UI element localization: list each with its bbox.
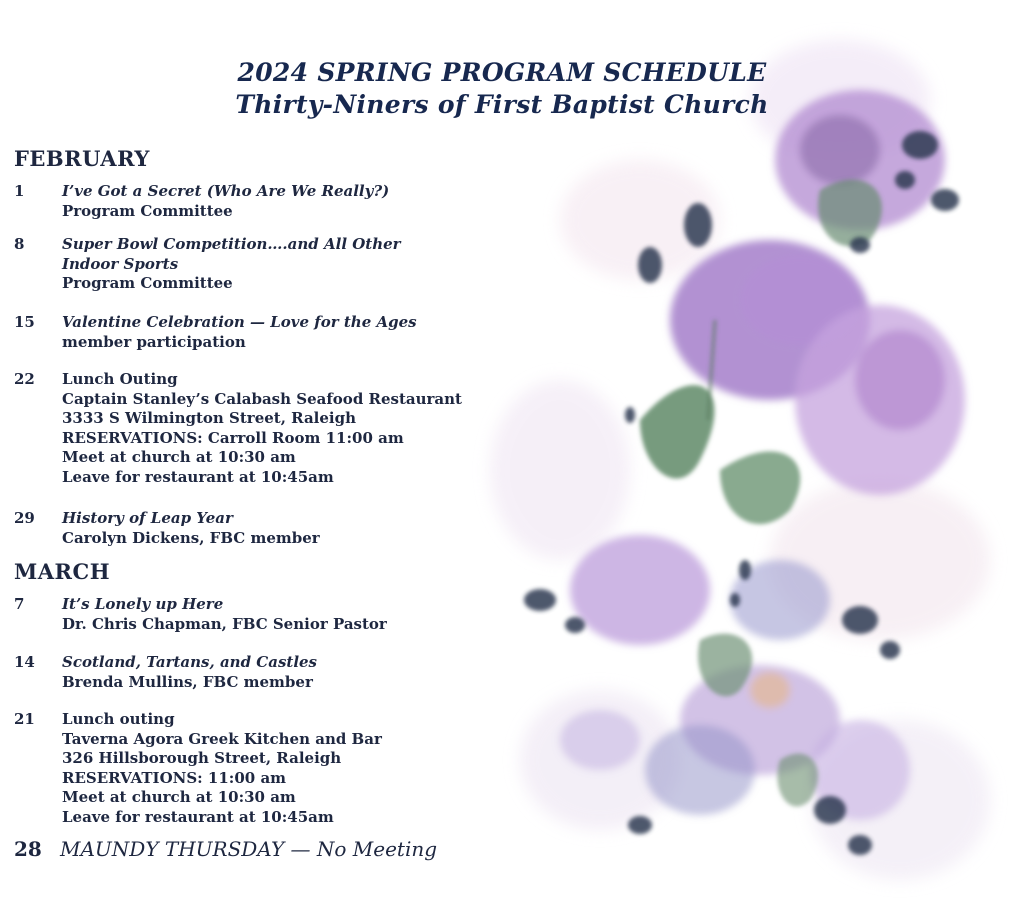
entry-program-title: It’s Lonely up Here	[62, 595, 224, 613]
schedule-title: 2024 SPRING PROGRAM SCHEDULE	[237, 58, 767, 87]
entry-day: 14	[14, 653, 35, 671]
entry-presenter: Dr. Chris Chapman, FBC Senior Pastor	[62, 614, 387, 633]
entry-no-meeting-note: MAUNDY THURSDAY — No Meeting	[60, 837, 438, 861]
schedule-subtitle: Thirty-Niners of First Baptist Church	[235, 90, 769, 119]
entry-presenter: Program Committee	[62, 274, 233, 292]
entry-meet-time: Meet at church at 10:30 am	[62, 788, 296, 806]
entry-presenter: Carolyn Dickens, FBC member	[62, 528, 320, 547]
month-heading-february: FEBRUARY	[14, 146, 150, 171]
entry-leave-time: Leave for restaurant at 10:45am	[62, 467, 334, 486]
entry-address: 3333 S Wilmington Street, Raleigh	[62, 409, 357, 427]
entry-program-title: Valentine Celebration — Love for the Ages	[62, 313, 417, 331]
entry-meet-time: Meet at church at 10:30 am	[62, 448, 296, 466]
month-heading-march: MARCH	[14, 559, 111, 584]
entry-presenter: Program Committee	[62, 201, 233, 220]
entry-day: 28	[14, 837, 42, 861]
entry-address: 326 Hillsborough Street, Raleigh	[62, 749, 342, 767]
entry-program-title: History of Leap Year	[62, 509, 233, 527]
entry-restaurant: Captain Stanley’s Calabash Seafood Restaurant	[62, 389, 462, 408]
entry-day: 21	[14, 710, 35, 728]
entry-reservations: RESERVATIONS: 11:00 am	[62, 768, 287, 787]
entry-leave-time: Leave for restaurant at 10:45am	[62, 807, 334, 826]
entry-day: 15	[14, 313, 35, 331]
entry-day: 8	[14, 235, 25, 253]
entry-day: 1	[14, 182, 25, 200]
entry-program-title: I’ve Got a Secret (Who Are We Really?)	[62, 182, 390, 200]
entry-program-title: Lunch Outing	[62, 370, 178, 388]
entry-day: 7	[14, 595, 25, 613]
entry-reservations: RESERVATIONS: Carroll Room 11:00 am	[62, 428, 404, 447]
entry-day: 22	[14, 370, 35, 388]
entry-presenter: Brenda Mullins, FBC member	[62, 672, 313, 691]
entry-program-title: Scotland, Tartans, and Castles	[62, 653, 317, 671]
entry-restaurant: Taverna Agora Greek Kitchen and Bar	[62, 729, 382, 748]
entry-program-title: Super Bowl Competition….and All Other	[62, 235, 401, 253]
entry-program-title: Lunch outing	[62, 710, 175, 728]
entry-day: 29	[14, 509, 35, 527]
entry-presenter: member participation	[62, 332, 246, 351]
entry-program-title-cont: Indoor Sports	[62, 254, 179, 273]
